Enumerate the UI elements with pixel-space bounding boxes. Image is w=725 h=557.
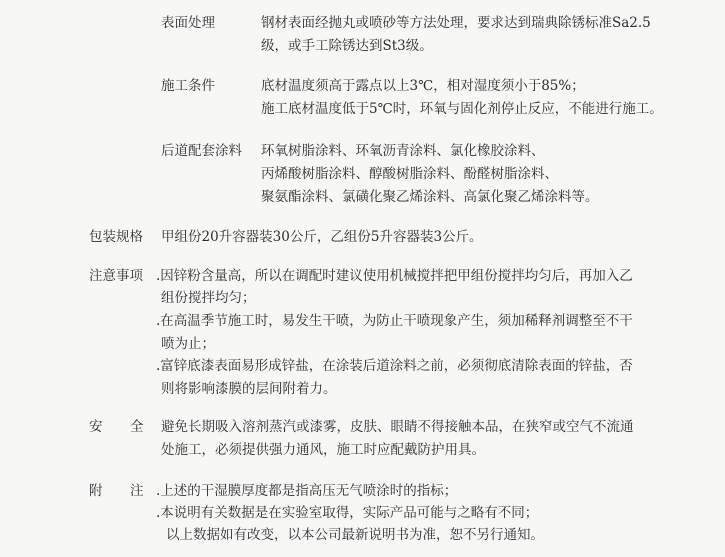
topcoat-label: 后道配套涂料 (161, 143, 242, 159)
packaging-label: 包装规格 (89, 229, 143, 245)
topcoat-line-1: 环氧树脂涂料、环氧沥青涂料、氯化橡胶涂料、 (261, 143, 545, 159)
remarks-label-right: 注 (130, 483, 144, 499)
application-conditions-label: 施工条件 (161, 78, 215, 94)
notes-label: 注意事项 (89, 268, 143, 284)
remarks-line-1: .上述的干湿膜厚度都是指高压无气喷涂时的指标； (156, 483, 458, 499)
remarks-label-left: 附 (89, 483, 103, 499)
safety-line-2: 处施工，必须提供强力通风，施工时应配戴防护用具。 (161, 442, 485, 458)
topcoat-line-3: 聚氨酯涂料、氯磺化聚乙烯涂料、高氯化聚乙烯涂料等。 (261, 189, 599, 205)
surface-treatment-label: 表面处理 (161, 15, 215, 31)
topcoat-line-2: 丙烯酸树脂涂料、醇酸树脂涂料、酚醛树脂涂料、 (261, 166, 558, 182)
notes-line-3: .在高温季节施工时，易发生干喷，为防止干喷现象产生，须加稀释剂调整至不干 (156, 313, 633, 329)
notes-line-2: 组份搅拌均匀； (161, 290, 256, 306)
remarks-line-3: 以上数据如有改变，以本公司最新说明书为准，恕不另行通知。 (166, 527, 544, 543)
notes-line-4: 喷为止； (161, 336, 215, 352)
packaging-text: 甲组份20升容器装30公斤，乙组份5升容器装3公斤。 (161, 229, 483, 245)
application-conditions-line-2: 施工底材温度低于5℃时，环氧与固化剂停止反应，不能进行施工。 (261, 101, 663, 117)
remarks-line-2: .本说明有关数据是在实验室取得，实际产品可能与之略有不同； (156, 505, 539, 521)
surface-treatment-line-1: 钢材表面经抛丸或喷砂等方法处理，要求达到瑞典除锈标准Sa2.5 (261, 15, 651, 31)
safety-line-1: 避免长期吸入溶剂蒸汽或漆雾，皮肤、眼睛不得接触本品，在狭窄或空气不流通 (161, 419, 634, 435)
notes-line-6: 则将影响漆膜的层间附着力。 (161, 381, 337, 397)
application-conditions-line-1: 底材温度须高于露点以上3℃，相对湿度须小于85%； (261, 78, 585, 94)
safety-label-left: 安 (89, 419, 103, 435)
notes-line-5: .富锌底漆表面易形成锌盐，在涂装后道涂料之前，必须彻底清除表面的锌盐，否 (156, 358, 633, 374)
surface-treatment-line-2: 级，或手工除锈达到St3级。 (261, 38, 433, 54)
safety-label-right: 全 (130, 419, 144, 435)
notes-line-1: .因锌粉含量高，所以在调配时建议使用机械搅拌把甲组份搅拌均匀后，再加入乙 (156, 268, 633, 284)
